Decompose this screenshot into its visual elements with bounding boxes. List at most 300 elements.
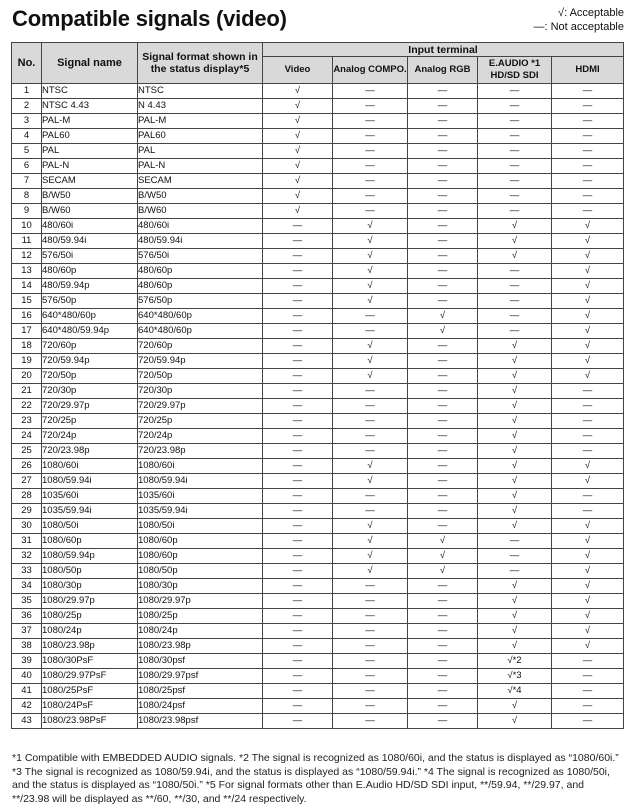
analog-rgb-cell: — bbox=[408, 624, 478, 639]
table-row bbox=[12, 714, 624, 729]
eaudio-sdi-cell: — bbox=[478, 534, 552, 549]
status-format-cell: 1080/30psf bbox=[138, 654, 263, 669]
analog-rgb-cell: — bbox=[408, 174, 478, 189]
eaudio-sdi-cell: √ bbox=[478, 414, 552, 429]
status-format-cell: NTSC bbox=[138, 84, 263, 99]
video-cell: — bbox=[263, 234, 333, 249]
analog-rgb-cell: — bbox=[408, 444, 478, 459]
eaudio-sdi-cell: — bbox=[478, 129, 552, 144]
analog-compo-cell: √ bbox=[333, 219, 408, 234]
table-row bbox=[12, 249, 624, 264]
row-number: 9 bbox=[12, 204, 42, 219]
eaudio-sdi-cell: √ bbox=[478, 489, 552, 504]
video-cell: — bbox=[263, 444, 333, 459]
hdmi-cell: √ bbox=[552, 534, 624, 549]
signal-name-cell: 1080/25p bbox=[42, 609, 138, 624]
signal-name-cell: SECAM bbox=[42, 174, 138, 189]
status-format-cell: 720/29.97p bbox=[138, 399, 263, 414]
analog-rgb-cell: — bbox=[408, 669, 478, 684]
legend-not-acceptable: —: Not acceptable bbox=[533, 21, 624, 33]
signal-name-cell: 1080/24p bbox=[42, 624, 138, 639]
hdmi-cell: √ bbox=[552, 639, 624, 654]
analog-rgb-cell: — bbox=[408, 519, 478, 534]
signal-name-cell: B/W50 bbox=[42, 189, 138, 204]
analog-compo-cell: √ bbox=[333, 459, 408, 474]
signal-name-cell: 480/60i bbox=[42, 219, 138, 234]
hdmi-cell: — bbox=[552, 684, 624, 699]
row-number: 20 bbox=[12, 369, 42, 384]
signal-name-cell: 1080/59.94p bbox=[42, 549, 138, 564]
video-cell: — bbox=[263, 324, 333, 339]
analog-rgb-cell: — bbox=[408, 489, 478, 504]
analog-rgb-cell: √ bbox=[408, 309, 478, 324]
analog-compo-cell: — bbox=[333, 99, 408, 114]
status-format-cell: N 4.43 bbox=[138, 99, 263, 114]
analog-compo-cell: — bbox=[333, 714, 408, 729]
table-row bbox=[12, 669, 624, 684]
analog-compo-cell: — bbox=[333, 444, 408, 459]
analog-rgb-cell: — bbox=[408, 459, 478, 474]
header-analog-rgb: Analog RGB bbox=[408, 57, 478, 84]
eaudio-sdi-cell: — bbox=[478, 99, 552, 114]
video-cell: √ bbox=[263, 204, 333, 219]
table-row bbox=[12, 429, 624, 444]
analog-compo-cell: √ bbox=[333, 339, 408, 354]
status-format-cell: 480/60p bbox=[138, 264, 263, 279]
analog-rgb-cell: — bbox=[408, 474, 478, 489]
row-number: 4 bbox=[12, 129, 42, 144]
video-cell: — bbox=[263, 654, 333, 669]
table-row bbox=[12, 234, 624, 249]
analog-compo-cell: — bbox=[333, 84, 408, 99]
signal-name-cell: 1080/30PsF bbox=[42, 654, 138, 669]
signal-name-cell: PAL bbox=[42, 144, 138, 159]
table-row bbox=[12, 534, 624, 549]
status-format-cell: 720/59.94p bbox=[138, 354, 263, 369]
status-format-cell: 1080/23.98psf bbox=[138, 714, 263, 729]
analog-compo-cell: — bbox=[333, 594, 408, 609]
table-row bbox=[12, 624, 624, 639]
analog-compo-cell: √ bbox=[333, 249, 408, 264]
hdmi-cell: √ bbox=[552, 609, 624, 624]
analog-compo-cell: — bbox=[333, 579, 408, 594]
video-cell: √ bbox=[263, 189, 333, 204]
analog-rgb-cell: — bbox=[408, 189, 478, 204]
status-format-cell: 1080/25psf bbox=[138, 684, 263, 699]
video-cell: √ bbox=[263, 114, 333, 129]
status-format-cell: 640*480/60p bbox=[138, 309, 263, 324]
eaudio-sdi-cell: — bbox=[478, 204, 552, 219]
signal-name-cell: 480/60p bbox=[42, 264, 138, 279]
video-cell: — bbox=[263, 669, 333, 684]
table-row bbox=[12, 84, 624, 99]
analog-rgb-cell: √ bbox=[408, 324, 478, 339]
analog-rgb-cell: — bbox=[408, 654, 478, 669]
hdmi-cell: √ bbox=[552, 549, 624, 564]
video-cell: — bbox=[263, 609, 333, 624]
hdmi-cell: — bbox=[552, 669, 624, 684]
eaudio-sdi-cell: √ bbox=[478, 249, 552, 264]
table-row bbox=[12, 294, 624, 309]
row-number: 1 bbox=[12, 84, 42, 99]
signal-name-cell: 720/59.94p bbox=[42, 354, 138, 369]
analog-compo-cell: — bbox=[333, 189, 408, 204]
analog-rgb-cell: — bbox=[408, 294, 478, 309]
row-number: 5 bbox=[12, 144, 42, 159]
row-number: 19 bbox=[12, 354, 42, 369]
table-row bbox=[12, 174, 624, 189]
signal-name-cell: 1080/50i bbox=[42, 519, 138, 534]
signal-name-cell: 640*480/60p bbox=[42, 309, 138, 324]
analog-rgb-cell: √ bbox=[408, 534, 478, 549]
analog-compo-cell: — bbox=[333, 699, 408, 714]
status-format-cell: 720/30p bbox=[138, 384, 263, 399]
video-cell: — bbox=[263, 264, 333, 279]
row-number: 7 bbox=[12, 174, 42, 189]
analog-rgb-cell: — bbox=[408, 699, 478, 714]
analog-rgb-cell: √ bbox=[408, 564, 478, 579]
table-row bbox=[12, 204, 624, 219]
row-number: 11 bbox=[12, 234, 42, 249]
status-format-cell: 1080/60p bbox=[138, 549, 263, 564]
eaudio-sdi-cell: √ bbox=[478, 609, 552, 624]
row-number: 24 bbox=[12, 429, 42, 444]
analog-compo-cell: — bbox=[333, 174, 408, 189]
video-cell: — bbox=[263, 309, 333, 324]
analog-rgb-cell: — bbox=[408, 204, 478, 219]
status-format-cell: B/W50 bbox=[138, 189, 263, 204]
eaudio-sdi-cell: √ bbox=[478, 399, 552, 414]
hdmi-cell: — bbox=[552, 429, 624, 444]
analog-rgb-cell: — bbox=[408, 264, 478, 279]
analog-rgb-cell: — bbox=[408, 339, 478, 354]
hdmi-cell: √ bbox=[552, 459, 624, 474]
video-cell: — bbox=[263, 504, 333, 519]
signal-name-cell: 1080/23.98PsF bbox=[42, 714, 138, 729]
table-row bbox=[12, 129, 624, 144]
table-row bbox=[12, 549, 624, 564]
hdmi-cell: — bbox=[552, 99, 624, 114]
eaudio-sdi-cell: √ bbox=[478, 624, 552, 639]
eaudio-sdi-cell: √ bbox=[478, 699, 552, 714]
status-format-cell: 1080/60i bbox=[138, 459, 263, 474]
eaudio-sdi-cell: √ bbox=[478, 384, 552, 399]
video-cell: — bbox=[263, 699, 333, 714]
eaudio-sdi-cell: √ bbox=[478, 339, 552, 354]
hdmi-cell: √ bbox=[552, 309, 624, 324]
hdmi-cell: — bbox=[552, 504, 624, 519]
eaudio-sdi-cell: √ bbox=[478, 594, 552, 609]
hdmi-cell: √ bbox=[552, 369, 624, 384]
video-cell: — bbox=[263, 519, 333, 534]
hdmi-cell: — bbox=[552, 129, 624, 144]
header-hdmi: HDMI bbox=[552, 57, 624, 84]
table-body bbox=[12, 84, 624, 729]
row-number: 35 bbox=[12, 594, 42, 609]
row-number: 17 bbox=[12, 324, 42, 339]
signal-name-cell: 720/50p bbox=[42, 369, 138, 384]
eaudio-sdi-cell: √ bbox=[478, 234, 552, 249]
table-row bbox=[12, 144, 624, 159]
video-cell: — bbox=[263, 639, 333, 654]
table-row bbox=[12, 564, 624, 579]
analog-rgb-cell: — bbox=[408, 114, 478, 129]
hdmi-cell: — bbox=[552, 399, 624, 414]
video-cell: — bbox=[263, 474, 333, 489]
analog-compo-cell: — bbox=[333, 204, 408, 219]
analog-rgb-cell: √ bbox=[408, 549, 478, 564]
row-number: 21 bbox=[12, 384, 42, 399]
analog-rgb-cell: — bbox=[408, 234, 478, 249]
table-row bbox=[12, 414, 624, 429]
hdmi-cell: — bbox=[552, 174, 624, 189]
hdmi-cell: √ bbox=[552, 474, 624, 489]
row-number: 38 bbox=[12, 639, 42, 654]
table-row bbox=[12, 279, 624, 294]
signal-name-cell: 1080/29.97p bbox=[42, 594, 138, 609]
video-cell: — bbox=[263, 384, 333, 399]
signal-name-cell: 576/50i bbox=[42, 249, 138, 264]
analog-rgb-cell: — bbox=[408, 594, 478, 609]
table-row bbox=[12, 309, 624, 324]
video-cell: — bbox=[263, 369, 333, 384]
status-format-cell: 480/59.94i bbox=[138, 234, 263, 249]
signal-name-cell: 1080/24PsF bbox=[42, 699, 138, 714]
row-number: 25 bbox=[12, 444, 42, 459]
analog-rgb-cell: — bbox=[408, 714, 478, 729]
analog-rgb-cell: — bbox=[408, 129, 478, 144]
status-format-cell: 576/50i bbox=[138, 249, 263, 264]
header-status-format: Signal format shown in the status display*5 bbox=[138, 43, 263, 84]
row-number: 6 bbox=[12, 159, 42, 174]
status-format-cell: 1080/30p bbox=[138, 579, 263, 594]
analog-rgb-cell: — bbox=[408, 219, 478, 234]
signal-name-cell: 1035/60i bbox=[42, 489, 138, 504]
footnotes: *1 Compatible with EMBEDDED AUDIO signals. *2 The signal is recognized as 1080/60i, and the status is displayed as “1080/60i.” *3 The signal is recognized as 1080/59.94i, and the status is displayed as “1080/59.94i.” *4 The signal is recognized as 1080/50i, and the status is displayed as “1080/50i.” *5 For signal formats other than E.Audio HD/SD SDI input, **/59.94, **/29.97, and **/23.98 will be displayed as **/60, **/30, and **/24 respectively. bbox=[12, 752, 619, 805]
row-number: 3 bbox=[12, 114, 42, 129]
video-cell: √ bbox=[263, 84, 333, 99]
analog-compo-cell: √ bbox=[333, 474, 408, 489]
analog-compo-cell: √ bbox=[333, 279, 408, 294]
row-number: 12 bbox=[12, 249, 42, 264]
status-format-cell: 1080/24p bbox=[138, 624, 263, 639]
table-row bbox=[12, 114, 624, 129]
table-row bbox=[12, 264, 624, 279]
row-number: 16 bbox=[12, 309, 42, 324]
row-number: 40 bbox=[12, 669, 42, 684]
header-no: No. bbox=[12, 43, 42, 84]
analog-compo-cell: — bbox=[333, 669, 408, 684]
analog-compo-cell: √ bbox=[333, 369, 408, 384]
status-format-cell: 720/23.98p bbox=[138, 444, 263, 459]
analog-rgb-cell: — bbox=[408, 369, 478, 384]
analog-rgb-cell: — bbox=[408, 639, 478, 654]
table-row bbox=[12, 99, 624, 114]
table-row bbox=[12, 474, 624, 489]
analog-rgb-cell: — bbox=[408, 159, 478, 174]
table-row bbox=[12, 369, 624, 384]
analog-compo-cell: √ bbox=[333, 354, 408, 369]
eaudio-sdi-cell: √ bbox=[478, 504, 552, 519]
hdmi-cell: √ bbox=[552, 594, 624, 609]
hdmi-cell: — bbox=[552, 384, 624, 399]
table-row bbox=[12, 699, 624, 714]
hdmi-cell: √ bbox=[552, 354, 624, 369]
signal-name-cell: PAL-M bbox=[42, 114, 138, 129]
video-cell: — bbox=[263, 579, 333, 594]
hdmi-cell: √ bbox=[552, 624, 624, 639]
analog-rgb-cell: — bbox=[408, 354, 478, 369]
signal-name-cell: 1080/50p bbox=[42, 564, 138, 579]
signal-name-cell: B/W60 bbox=[42, 204, 138, 219]
table-row bbox=[12, 684, 624, 699]
analog-compo-cell: — bbox=[333, 639, 408, 654]
analog-rgb-cell: — bbox=[408, 384, 478, 399]
signal-name-cell: 480/59.94p bbox=[42, 279, 138, 294]
status-format-cell: 1035/59.94i bbox=[138, 504, 263, 519]
eaudio-sdi-cell: √*3 bbox=[478, 669, 552, 684]
row-number: 29 bbox=[12, 504, 42, 519]
status-format-cell: PAL60 bbox=[138, 129, 263, 144]
eaudio-sdi-cell: — bbox=[478, 264, 552, 279]
row-number: 31 bbox=[12, 534, 42, 549]
row-number: 26 bbox=[12, 459, 42, 474]
row-number: 42 bbox=[12, 699, 42, 714]
analog-compo-cell: — bbox=[333, 504, 408, 519]
analog-rgb-cell: — bbox=[408, 504, 478, 519]
video-cell: — bbox=[263, 249, 333, 264]
eaudio-sdi-cell: — bbox=[478, 174, 552, 189]
status-format-cell: 576/50p bbox=[138, 294, 263, 309]
analog-rgb-cell: — bbox=[408, 399, 478, 414]
eaudio-sdi-cell: √*2 bbox=[478, 654, 552, 669]
video-cell: — bbox=[263, 414, 333, 429]
eaudio-sdi-cell: √ bbox=[478, 714, 552, 729]
hdmi-cell: √ bbox=[552, 219, 624, 234]
status-format-cell: PAL-N bbox=[138, 159, 263, 174]
hdmi-cell: — bbox=[552, 414, 624, 429]
table-row bbox=[12, 579, 624, 594]
video-cell: √ bbox=[263, 159, 333, 174]
analog-compo-cell: — bbox=[333, 609, 408, 624]
row-number: 32 bbox=[12, 549, 42, 564]
status-format-cell: 720/25p bbox=[138, 414, 263, 429]
signal-name-cell: NTSC 4.43 bbox=[42, 99, 138, 114]
signal-name-cell: 1080/30p bbox=[42, 579, 138, 594]
table-row bbox=[12, 609, 624, 624]
row-number: 27 bbox=[12, 474, 42, 489]
analog-compo-cell: — bbox=[333, 684, 408, 699]
eaudio-sdi-cell: — bbox=[478, 189, 552, 204]
hdmi-cell: √ bbox=[552, 339, 624, 354]
hdmi-cell: — bbox=[552, 204, 624, 219]
signal-name-cell: 1080/29.97PsF bbox=[42, 669, 138, 684]
signal-name-cell: 1080/60i bbox=[42, 459, 138, 474]
eaudio-sdi-cell: √ bbox=[478, 474, 552, 489]
signal-name-cell: 640*480/59.94p bbox=[42, 324, 138, 339]
analog-compo-cell: √ bbox=[333, 264, 408, 279]
analog-compo-cell: — bbox=[333, 144, 408, 159]
eaudio-sdi-cell: √ bbox=[478, 444, 552, 459]
hdmi-cell: √ bbox=[552, 564, 624, 579]
video-cell: √ bbox=[263, 99, 333, 114]
video-cell: — bbox=[263, 549, 333, 564]
row-number: 30 bbox=[12, 519, 42, 534]
row-number: 36 bbox=[12, 609, 42, 624]
status-format-cell: 720/60p bbox=[138, 339, 263, 354]
signal-name-cell: 480/59.94i bbox=[42, 234, 138, 249]
status-format-cell: 1080/59.94i bbox=[138, 474, 263, 489]
row-number: 10 bbox=[12, 219, 42, 234]
analog-compo-cell: — bbox=[333, 129, 408, 144]
row-number: 39 bbox=[12, 654, 42, 669]
video-cell: — bbox=[263, 279, 333, 294]
signal-name-cell: 720/29.97p bbox=[42, 399, 138, 414]
analog-rgb-cell: — bbox=[408, 579, 478, 594]
status-format-cell: SECAM bbox=[138, 174, 263, 189]
analog-compo-cell: — bbox=[333, 429, 408, 444]
analog-rgb-cell: — bbox=[408, 684, 478, 699]
hdmi-cell: — bbox=[552, 714, 624, 729]
signal-name-cell: PAL-N bbox=[42, 159, 138, 174]
signal-name-cell: PAL60 bbox=[42, 129, 138, 144]
hdmi-cell: — bbox=[552, 84, 624, 99]
signal-name-cell: 1080/60p bbox=[42, 534, 138, 549]
row-number: 33 bbox=[12, 564, 42, 579]
eaudio-sdi-cell: √*4 bbox=[478, 684, 552, 699]
table-row bbox=[12, 654, 624, 669]
eaudio-sdi-cell: √ bbox=[478, 429, 552, 444]
analog-compo-cell: √ bbox=[333, 519, 408, 534]
header-analog-compo: Analog COMPO. bbox=[333, 57, 408, 84]
analog-rgb-cell: — bbox=[408, 144, 478, 159]
row-number: 2 bbox=[12, 99, 42, 114]
hdmi-cell: √ bbox=[552, 234, 624, 249]
video-cell: — bbox=[263, 354, 333, 369]
video-cell: — bbox=[263, 339, 333, 354]
analog-rgb-cell: — bbox=[408, 609, 478, 624]
analog-rgb-cell: — bbox=[408, 99, 478, 114]
signal-name-cell: 720/24p bbox=[42, 429, 138, 444]
header-input-terminal: Input terminal bbox=[263, 43, 624, 57]
table-row bbox=[12, 219, 624, 234]
eaudio-sdi-cell: — bbox=[478, 84, 552, 99]
legend-acceptable: √: Acceptable bbox=[558, 7, 624, 19]
video-cell: — bbox=[263, 399, 333, 414]
status-format-cell: 1035/60i bbox=[138, 489, 263, 504]
table-row bbox=[12, 339, 624, 354]
signal-name-cell: 1080/25PsF bbox=[42, 684, 138, 699]
table-row bbox=[12, 594, 624, 609]
analog-rgb-cell: — bbox=[408, 429, 478, 444]
hdmi-cell: √ bbox=[552, 579, 624, 594]
hdmi-cell: — bbox=[552, 189, 624, 204]
status-format-cell: 1080/50p bbox=[138, 564, 263, 579]
signal-name-cell: 720/23.98p bbox=[42, 444, 138, 459]
video-cell: — bbox=[263, 714, 333, 729]
table-row bbox=[12, 489, 624, 504]
analog-compo-cell: — bbox=[333, 414, 408, 429]
analog-rgb-cell: — bbox=[408, 249, 478, 264]
eaudio-sdi-cell: √ bbox=[478, 219, 552, 234]
video-cell: — bbox=[263, 594, 333, 609]
video-cell: — bbox=[263, 489, 333, 504]
hdmi-cell: — bbox=[552, 159, 624, 174]
analog-compo-cell: — bbox=[333, 654, 408, 669]
header-signal-name: Signal name bbox=[42, 43, 138, 84]
analog-compo-cell: — bbox=[333, 324, 408, 339]
signal-name-cell: 720/30p bbox=[42, 384, 138, 399]
